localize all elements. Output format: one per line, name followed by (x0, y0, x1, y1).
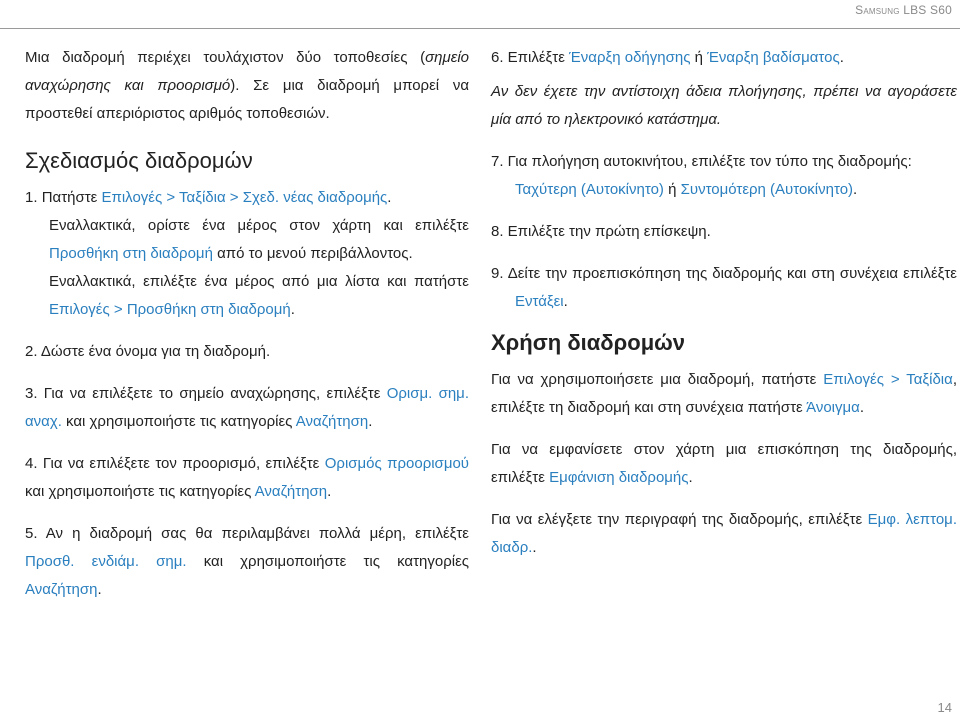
header-brand: Samsung LBS S60 (855, 3, 952, 17)
step-1: 1. Πατήστε Επιλογές > Ταξίδια > Σχεδ. νέας διαδρομής. (25, 189, 392, 206)
category-search: Αναζήτηση (295, 413, 369, 430)
step-2: 2. Δώστε ένα όνομα για τη διαδρομή. (25, 343, 271, 360)
menu-item-start-walking: Έναρξη βαδίσματος (707, 49, 840, 66)
menu-item-ok: Εντάξει (515, 293, 564, 310)
step-3: 3. Για να επιλέξετε το σημείο αναχώρησης, επιλέξτε Ορισμ. σημ. αναχ. και χρησιμοποιήστε τις κατηγορίες Αναζήτηση. (25, 385, 469, 430)
menu-item-show-route: Εμφάνιση διαδρομής (549, 469, 689, 486)
menu-item-set-destination: Ορισμός προορισμού (324, 455, 470, 472)
intro-paragraph: Μια διαδρομή περιέχει τουλάχιστον δύο τοποθεσίες (σημείο αναχώρησης και προορισμό). Σε μια διαδρομή μπορεί να προστεθεί απεριόριστος αριθμός τοποθεσιών. (25, 49, 469, 122)
step-7-options: Ταχύτερη (Αυτοκίνητο) ή Συντομότερη (Αυτοκίνητο). (515, 181, 858, 198)
route-details-paragraph: Για να ελέγξετε την περιγραφή της διαδρομής, επιλέξτε Εμφ. λεπτομ. διαδρ.. (491, 511, 957, 556)
step-1-alternative-list: Εναλλακτικά, επιλέξτε ένα μέρος από μια λίστα και πατήστε Επιλογές > Προσθήκη στη διαδρομή. (49, 273, 469, 318)
right-column (491, 44, 957, 562)
menu-path-add-to-route: Επιλογές > Προσθήκη στη διαδρομή (49, 301, 291, 318)
category-search: Αναζήτηση (25, 581, 98, 598)
page-number: 14 (937, 700, 952, 715)
menu-item-set-start: Ορισμ. σημ. αναχ. (25, 385, 469, 430)
license-note: Αν δεν έχετε την αντίστοιχη άδεια πλοήγησης, πρέπει να αγοράσετε μία από το ηλεκτρονικό κατάστημα. (491, 83, 957, 128)
option-shortest-car: Συντομότερη (Αυτοκίνητο) (680, 181, 854, 198)
step-6: 6. Επιλέξτε Έναρξη οδήγησης ή Έναρξη βαδίσματος. (491, 49, 844, 66)
step-4: 4. Για να επιλέξετε τον προορισμό, επιλέξτε Ορισμός προορισμού και χρησιμοποιήστε τις κατηγορίες Αναζήτηση. (25, 455, 470, 500)
menu-path-new-route: Επιλογές > Ταξίδια > Σχεδ. νέας διαδρομής (101, 189, 388, 206)
step-9: 9. Δείτε την προεπισκόπηση της διαδρομής και στη συνέχεια επιλέξτε Εντάξει. (491, 265, 957, 310)
option-fastest-car: Ταχύτερη (Αυτοκίνητο) (515, 181, 664, 198)
menu-item-start-driving: Έναρξη οδήγησης (569, 49, 691, 66)
show-route-paragraph: Για να εμφανίσετε στον χάρτη μια επισκόπηση της διαδρομής, επιλέξτε Εμφάνιση διαδρομής. (491, 441, 957, 486)
menu-item-route-details: Εμφ. λεπτομ. διαδρ. (491, 511, 957, 556)
step-1-alternative-map: Εναλλακτικά, ορίστε ένα μέρος στον χάρτη και επιλέξτε Προσθήκη στη διαδρομή από το μενού περιβάλλοντος. (49, 217, 469, 262)
menu-item-add-waypoint: Προσθ. ενδιάμ. σημ. (25, 553, 187, 570)
section-heading-route-planning: Σχεδιασμός διαδρομών (25, 148, 253, 173)
section-heading-using-routes: Χρήση διαδρομών (491, 330, 685, 355)
step-7: 7. Για πλοήγηση αυτοκινήτου, επιλέξτε τον τύπο της διαδρομής: (491, 153, 912, 170)
header-divider (0, 28, 960, 29)
step-8: 8. Επιλέξτε την πρώτη επίσκεψη. (491, 223, 711, 240)
use-route-paragraph: Για να χρησιμοποιήσετε μια διαδρομή, πατήστε Επιλογές > Ταξίδια, επιλέξτε τη διαδρομή και στη συνέχεια πατήστε Άνοιγμα. (491, 371, 957, 416)
menu-item-add-to-route: Προσθήκη στη διαδρομή (49, 245, 213, 262)
step-5: 5. Αν η διαδρομή σας θα περιλαμβάνει πολλά μέρη, επιλέξτε Προσθ. ενδιάμ. σημ. και χρησιμοποιήστε τις κατηγορίες Αναζήτηση. (25, 525, 469, 598)
menu-item-open: Άνοιγμα (806, 399, 860, 416)
menu-path-trips: Επιλογές > Ταξίδια (823, 371, 953, 388)
category-search: Αναζήτηση (254, 483, 328, 500)
left-column (25, 44, 469, 604)
